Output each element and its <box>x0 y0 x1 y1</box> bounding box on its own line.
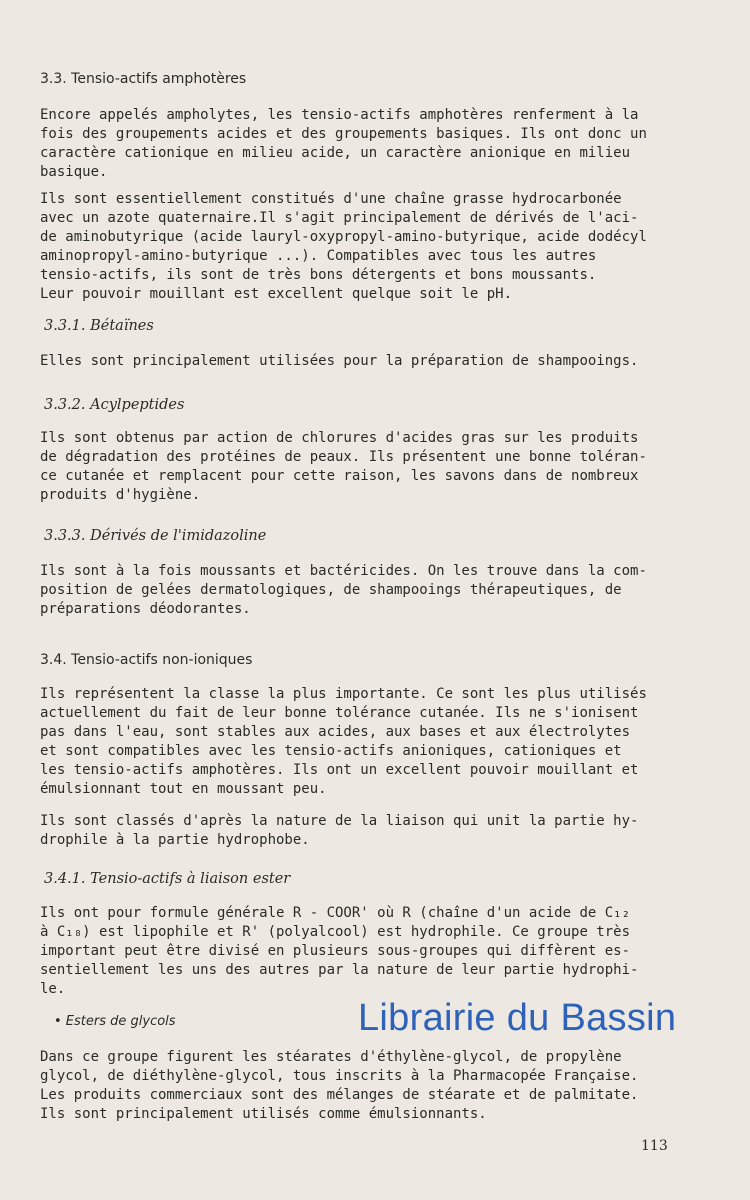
text-line: et sont compatibles avec les tensio-actifs anioniques, cationiques et <box>40 743 622 759</box>
text-line: glycol, de diéthylène-glycol, tous inscrits à la Pharmacopée Française. <box>40 1068 639 1084</box>
text-line: émulsionnant tout en moussant peu. <box>40 781 327 797</box>
text-line: à C₁₈) est lipophile et R' (polyalcool) est hydrophile. Ce groupe très <box>40 924 631 940</box>
text-line: basique. <box>40 164 108 180</box>
section-3-3-2-heading: 3.3.2. Acylpeptides <box>44 397 185 413</box>
text-line: Ils sont classés d'après la nature de la liaison qui unit la partie hy- <box>40 813 639 829</box>
text-line: produits d'hygiène. <box>40 487 201 503</box>
text-line: drophile à la partie hydrophobe. <box>40 832 310 848</box>
text-line: préparations déodorantes. <box>40 601 251 617</box>
text-line: position de gelées dermatologiques, de shampooings thérapeutiques, de <box>40 582 622 598</box>
text-line: avec un azote quaternaire.Il s'agit principalement de dérivés de l'aci- <box>40 210 639 226</box>
text-line: tensio-actifs, ils sont de très bons détergents et bons moussants. <box>40 267 597 283</box>
bullet-esters-de-glycols: • Esters de glycols <box>54 1014 176 1029</box>
text-line: Dans ce groupe figurent les stéarates d'éthylène-glycol, de propylène <box>40 1049 622 1065</box>
text-line: de aminobutyrique (acide lauryl-oxypropyl-amino-butyrique, acide dodécyl <box>40 229 647 245</box>
text-line: important peut être divisé en plusieurs sous-groupes qui diffèrent es- <box>40 943 631 959</box>
section-3-4-1-heading: 3.4.1. Tensio-actifs à liaison ester <box>44 871 291 887</box>
text-line: pas dans l'eau, sont stables aux acides, aux bases et aux électrolytes <box>40 724 631 740</box>
text-line: Ils sont obtenus par action de chlorures d'acides gras sur les produits <box>40 430 639 446</box>
section-3-3-1-heading: 3.3.1. Bétaïnes <box>44 318 154 334</box>
text-line: Ils représentent la classe la plus importante. Ce sont les plus utilisés <box>40 686 647 702</box>
text-line: Ils ont pour formule générale R - COOR' où R (chaîne d'un acide de C₁₂ <box>40 905 631 921</box>
text-line: le. <box>40 981 66 997</box>
text-line: Ils sont essentiellement constitués d'une chaîne grasse hydrocarbonée <box>40 191 622 207</box>
text-line: caractère cationique en milieu acide, un caractère anionique en milieu <box>40 145 631 161</box>
section-3-3-heading: 3.3. Tensio-actifs amphotères <box>40 71 247 87</box>
text-line: Leur pouvoir mouillant est excellent quelque soit le pH. <box>40 286 513 302</box>
section-3-3-3-heading: 3.3.3. Dérivés de l'imidazoline <box>44 528 267 544</box>
page-number: 113 <box>641 1138 668 1154</box>
section-3-4-heading: 3.4. Tensio-actifs non-ioniques <box>40 652 253 668</box>
text-line: Elles sont principalement utilisées pour la préparation de shampooings. <box>40 353 639 369</box>
watermark: Librairie du Bassin <box>358 997 677 1039</box>
text-line: ce cutanée et remplacent pour cette raison, les savons dans de nombreux <box>40 468 639 484</box>
text-line: Ils sont à la fois moussants et bactéricides. On les trouve dans la com- <box>40 563 647 579</box>
text-line: les tensio-actifs amphotères. Ils ont un excellent pouvoir mouillant et <box>40 762 639 778</box>
text-line: sentiellement les uns des autres par la nature de leur partie hydrophi- <box>40 962 639 978</box>
text-line: Les produits commerciaux sont des mélanges de stéarate et de palmitate. <box>40 1087 639 1103</box>
text-line: de dégradation des protéines de peaux. Ils présentent une bonne toléran- <box>40 449 647 465</box>
text-line: Ils sont principalement utilisés comme émulsionnants. <box>40 1106 487 1122</box>
text-line: Encore appelés ampholytes, les tensio-actifs amphotères renferment à la <box>40 107 639 123</box>
text-line: fois des groupements acides et des groupements basiques. Ils ont donc un <box>40 126 647 142</box>
text-line: actuellement du fait de leur bonne tolérance cutanée. Ils ne s'ionisent <box>40 705 639 721</box>
text-line: aminopropyl-amino-butyrique ...). Compatibles avec tous les autres <box>40 248 597 264</box>
